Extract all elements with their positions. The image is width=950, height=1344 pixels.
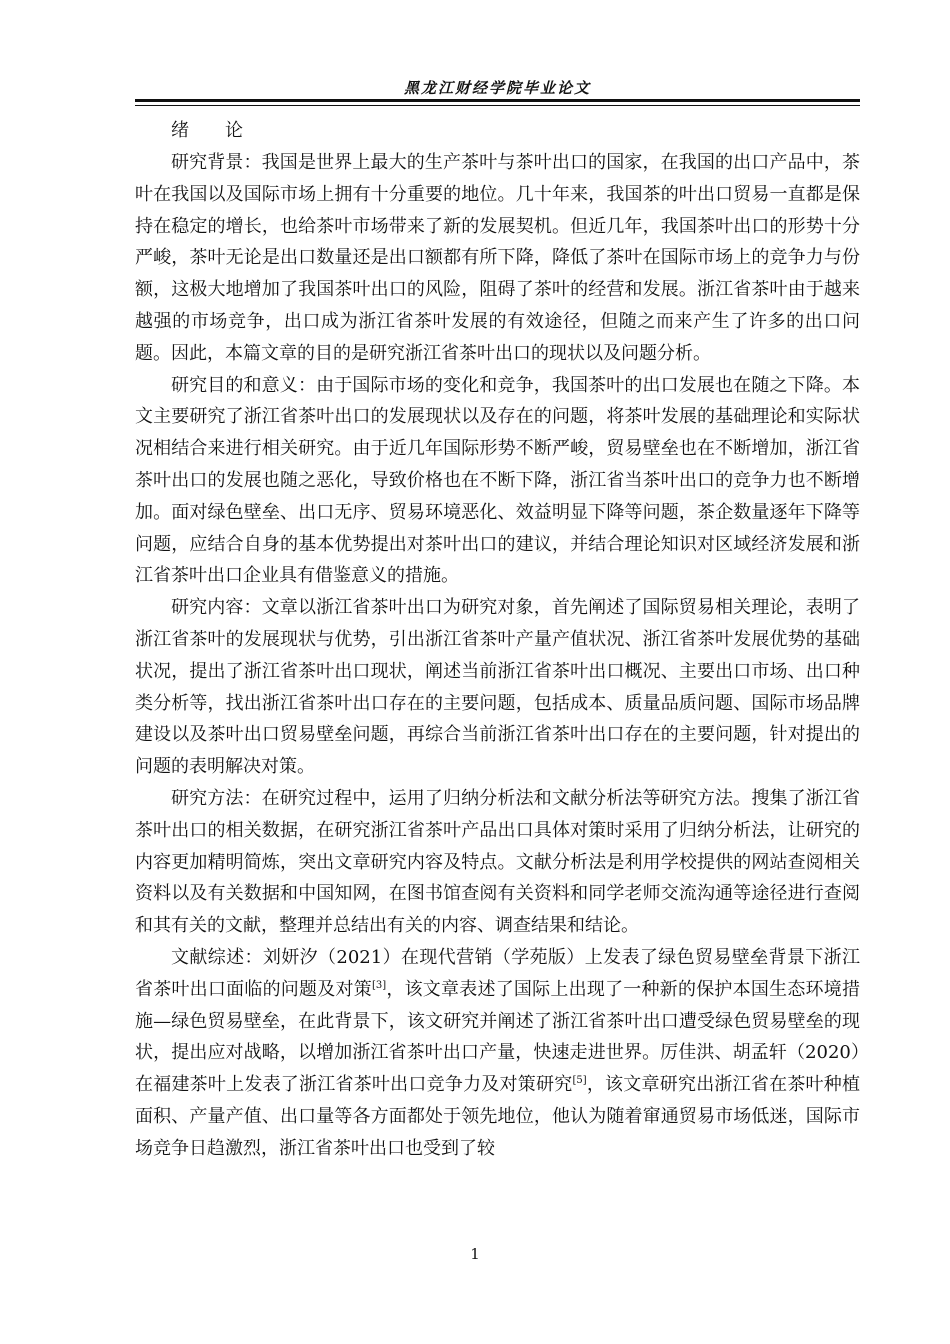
citation-5[interactable]: [5] [572,1075,587,1087]
citation-3[interactable]: [3] [371,979,387,991]
running-header: 黑龙江财经学院毕业论文 [403,79,591,97]
paragraph-content: 研究内容：文章以浙江省茶叶出口为研究对象，首先阐述了国际贸易相关理论，表明了浙江省茶叶的发展现状与优势，引出浙江省茶叶产量产值状况、浙江省茶叶发展优势的基础状况，提出了浙江省茶叶出口现状，阐述当前浙江省茶叶出口概况、主要出口市场、出口种类分析等，找出浙江省茶叶出口存在的主要问题，包括成本、质量品质问题、国际市场品牌建设以及茶叶出口贸易壁垒问题，再综合当前浙江省茶叶出口存在的主要问题，针对提出的问题的表明解决对策。 [135,597,860,778]
review-text-part2: ，该文章表述了国际上出现了一种新的保护本国生态环境措施—绿色贸易壁垒，在此背景下，该文研究并阐述了浙江省茶叶出口遭受绿色贸易壁垒的现状，提出应对战略，以增加浙江省茶叶出口产量，快速走进世界。厉佳洪、胡孟轩（2020）在福建茶叶上发表了浙江省茶叶出口竞争力及对策研究 [135,978,861,1096]
paragraph-method: 研究方法：在研究过程中，运用了归纳分析法和文献分析法等研究方法。搜集了浙江省茶叶出口的相关数据，在研究浙江省茶叶产品出口具体对策时采用了归纳分析法，让研究的内容更加精明简炼，突出文章研究内容及特点。文献分析法是利用学校提供的网站查阅相关资料以及有关数据和中国知网，在图书馆查阅有关资料和同学老师交流沟通等途径进行查阅和其有关的文献，整理并总结出有关的内容、调查结果和结论。 [135,787,860,937]
section-heading-right: 论 [225,120,243,141]
section-heading [135,115,860,147]
review-text-part1: 文献综述：刘妍汐（2021）在现代营销（学苑版）上发表了绿色贸易壁垒背景下浙江省茶叶出口面临的问题及对策 [135,946,860,1000]
page-number: 1 [470,1245,480,1263]
paragraph-review [135,942,860,1165]
header-rule-thin [135,105,860,106]
paragraph-purpose: 研究目的和意义：由于国际市场的变化和竞争，我国茶叶的出口发展也在随之下降。本文主要研究了浙江省茶叶出口的发展现状以及存在的问题，将茶叶发展的基础理论和实际状况相结合来进行相关研究。由于近几年国际形势不断严峻，贸易壁垒也在不断增加，浙江省茶叶出口的发展也随之恶化，导致价格也在不断下降，浙江省当茶叶出口的竞争力也不断增加。面对绿色壁垒、出口无序、贸易环境恶化、效益明显下降等问题，茶企数量逐年下降等问题，应结合自身的基本优势提出对茶叶出口的建议，并结合理论知识对区域经济发展和浙江省茶叶出口企业具有借鉴意义的措施。 [135,374,860,587]
paragraph-background: 研究背景：我国是世界上最大的生产茶叶与茶叶出口的国家，在我国的出口产品中，茶叶在我国以及国际市场上拥有十分重要的地位。几十年来，我国茶的叶出口贸易一直都是保持在稳定的增长，也给茶叶市场带来了新的发展契机。但近几年，我国茶叶出口的形势十分严峻，茶叶无论是出口数量还是出口额都有所下降，降低了茶叶在国际市场上的竞争力与份额，这极大地增加了我国茶叶出口的风险，阻碍了茶叶的经营和发展。浙江省茶叶由于越来越强的市场竞争，出口成为浙江省茶叶发展的有效途径，但随之而来产生了许多的出口问题。因此，本篇文章的目的是研究浙江省茶叶出口的现状以及问题分析。 [135,152,860,364]
section-heading-left: 绪 [171,120,189,141]
review-text-part3: ，该文章研究出浙江省在茶叶种植面积、产量产值、出口量等各方面都处于领先地位，他认为随着窜通贸易市场低迷，国际市场竞争日趋激烈，浙江省茶叶出口也受到了较 [135,1074,861,1159]
header-rule-thick [135,99,860,102]
body-text [135,115,860,1165]
